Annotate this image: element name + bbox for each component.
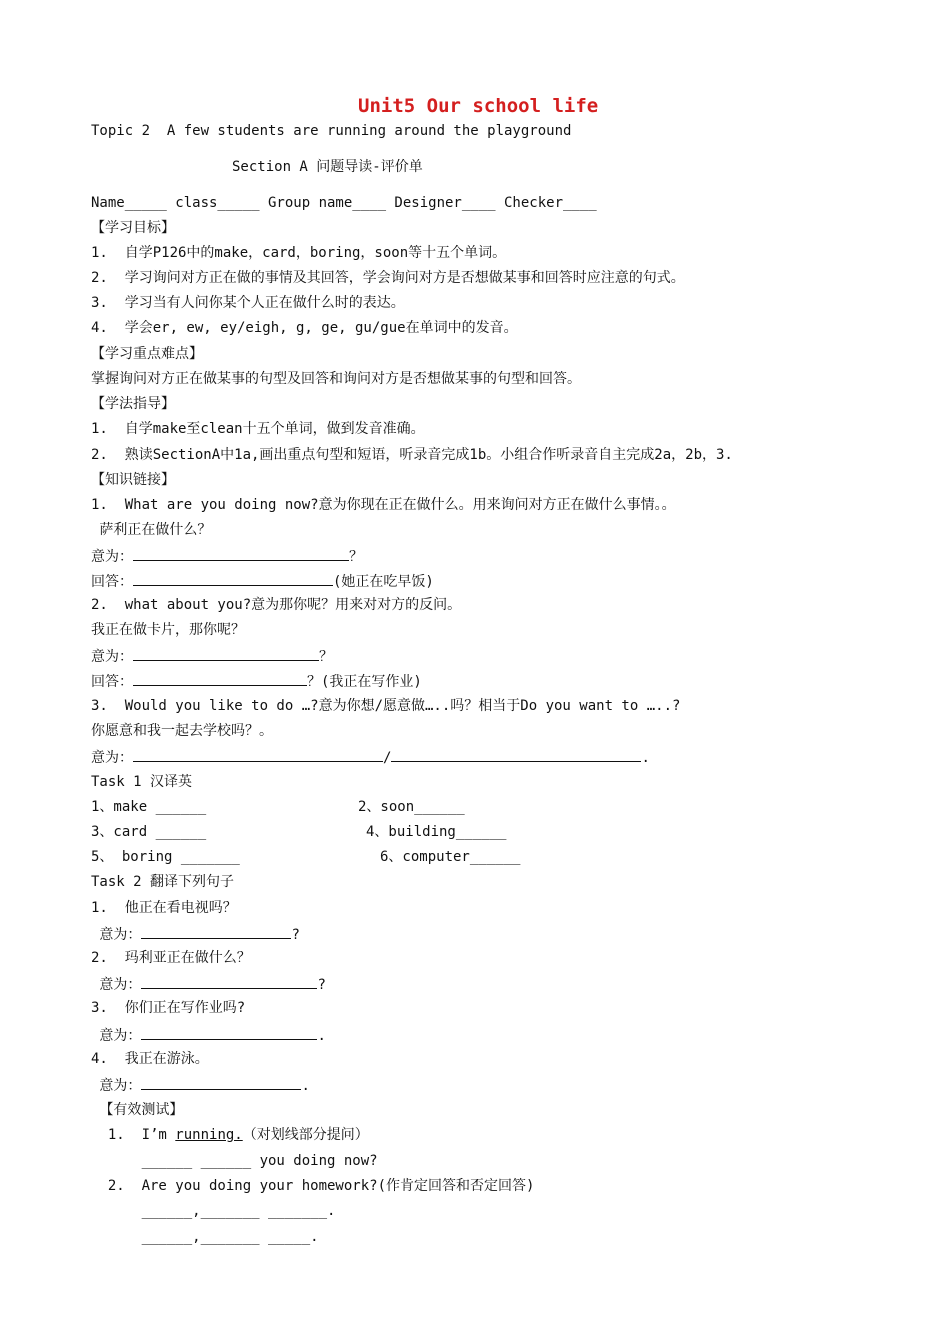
test-q1-hint: （对划线部分提问） xyxy=(242,1127,369,1143)
test-answer-line: ______,_______ _____. xyxy=(91,1229,319,1245)
meaning-label: 意为： xyxy=(91,977,142,993)
meaning-row xyxy=(91,747,650,767)
task1-item: 5、 boring _______ xyxy=(91,849,240,865)
task2-answer-row xyxy=(91,1075,310,1095)
knowledge-line: 1. What are you doing now?意为你现在正在做什么。用来询问对方正在做什么事情。。 xyxy=(91,497,676,513)
blank-line[interactable] xyxy=(133,747,383,762)
task2-question: 2. 玛利亚正在做什么？ xyxy=(91,950,251,966)
goal-item: 4. 学会er, ew, ey/eigh, g, ge, gu/gue在单词中的发音。 xyxy=(91,320,518,336)
task2-heading: Task 2 翻译下列句子 xyxy=(91,874,235,890)
knowledge-line: 萨利正在做什么？ xyxy=(91,522,212,538)
goal-item: 1. 自学P126中的make，card，boring，soon等十五个单词。 xyxy=(91,245,507,261)
answer-row xyxy=(91,671,422,691)
key-points-heading: 【学习重点难点】 xyxy=(91,346,203,362)
blank-line[interactable] xyxy=(141,1025,317,1040)
meaning-row xyxy=(91,546,363,566)
goal-item: 2. 学习询问对方正在做的事情及其回答，学会询问对方是否想做某事和回答时应注意的句式。 xyxy=(91,270,685,286)
blank-line[interactable] xyxy=(141,924,291,939)
page-title: Unit5 Our school life xyxy=(358,95,599,117)
test-heading: 【有效测试】 xyxy=(91,1102,184,1118)
meaning-end: ？ xyxy=(349,549,363,565)
task2-answer-row xyxy=(91,924,300,944)
knowledge-heading: 【知识链接】 xyxy=(91,472,175,488)
task1-heading: Task 1 汉译英 xyxy=(91,774,193,790)
slash: / xyxy=(383,750,392,766)
meaning-end: . xyxy=(641,750,650,766)
meaning-label: 意为： xyxy=(91,1078,142,1094)
blank-line[interactable] xyxy=(391,747,641,762)
answer-row xyxy=(91,571,434,591)
test-answer-line: ______,_______ _______. xyxy=(91,1203,336,1219)
meaning-end: . xyxy=(301,1078,310,1094)
knowledge-line: 3. Would you like to do …?意为你想/愿意做…..吗？相当于Do you want to …..? xyxy=(91,698,681,714)
info-line: Name_____ class_____ Group name____ Designer____ Checker____ xyxy=(91,195,597,211)
meaning-label: 意为： xyxy=(91,1028,142,1044)
section-line: Section A 问题导读-评价单 xyxy=(232,159,423,175)
task1-item: 2、soon______ xyxy=(358,799,465,815)
blank-line[interactable] xyxy=(133,546,349,561)
meaning-label: 意为： xyxy=(91,549,133,565)
task2-question: 1. 他正在看电视吗？ xyxy=(91,900,237,916)
method-heading: 【学法指导】 xyxy=(91,396,175,412)
task1-item: 3、card ______ xyxy=(91,824,207,840)
goals-heading: 【学习目标】 xyxy=(91,220,175,236)
method-item: 2. 熟读SectionA中1a,画出重点句型和短语，听录音完成1b。小组合作听录音自主完成2a，2b，3. xyxy=(91,447,733,463)
blank-line[interactable] xyxy=(133,571,333,586)
topic-line: Topic 2 A few students are running around the playground xyxy=(91,123,572,139)
goal-item: 3. 学习当有人问你某个人正在做什么时的表达。 xyxy=(91,295,405,311)
knowledge-line: 你愿意和我一起去学校吗？。 xyxy=(91,723,273,739)
answer-label: 回答： xyxy=(91,674,133,690)
answer-hint: ？(我正在写作业) xyxy=(307,674,422,690)
meaning-label: 意为： xyxy=(91,927,142,943)
method-item: 1. 自学make至clean十五个单词，做到发音准确。 xyxy=(91,421,425,437)
meaning-end: ? xyxy=(317,977,326,993)
task1-item: 6、computer______ xyxy=(380,849,521,865)
task2-answer-row xyxy=(91,974,326,994)
knowledge-line: 2. what about you?意为那你呢？用来对对方的反问。 xyxy=(91,597,462,613)
test-question: 2. Are you doing your homework?(作肯定回答和否定回答) xyxy=(91,1178,535,1194)
blank-line[interactable] xyxy=(133,646,319,661)
task1-item: 4、building______ xyxy=(366,824,507,840)
blank-line[interactable] xyxy=(133,671,307,686)
key-points-text: 掌握询问对方正在做某事的句型及回答和询问对方是否想做某事的句型和回答。 xyxy=(91,371,581,387)
blank-line[interactable] xyxy=(141,1075,301,1090)
task2-answer-row xyxy=(91,1025,326,1045)
task1-item: 1、make ______ xyxy=(91,799,207,815)
meaning-label: 意为： xyxy=(91,750,133,766)
meaning-end: ？ xyxy=(319,649,333,665)
task2-question: 3. 你们正在写作业吗? xyxy=(91,1000,246,1016)
meaning-label: 意为： xyxy=(91,649,133,665)
test-answer-line: ______ ______ you doing now? xyxy=(91,1153,378,1169)
knowledge-line: 我正在做卡片，那你呢？ xyxy=(91,622,245,638)
test-question xyxy=(91,1126,369,1144)
meaning-end: ? xyxy=(291,927,300,943)
underlined-word: running. xyxy=(175,1127,243,1143)
task2-question: 4. 我正在游泳。 xyxy=(91,1051,209,1067)
answer-label: 回答： xyxy=(91,574,133,590)
test-q1-start: 1. I’m xyxy=(91,1127,176,1143)
meaning-end: . xyxy=(317,1028,326,1044)
blank-line[interactable] xyxy=(141,974,317,989)
answer-hint: (她正在吃早饭) xyxy=(333,574,434,590)
meaning-row xyxy=(91,646,333,666)
